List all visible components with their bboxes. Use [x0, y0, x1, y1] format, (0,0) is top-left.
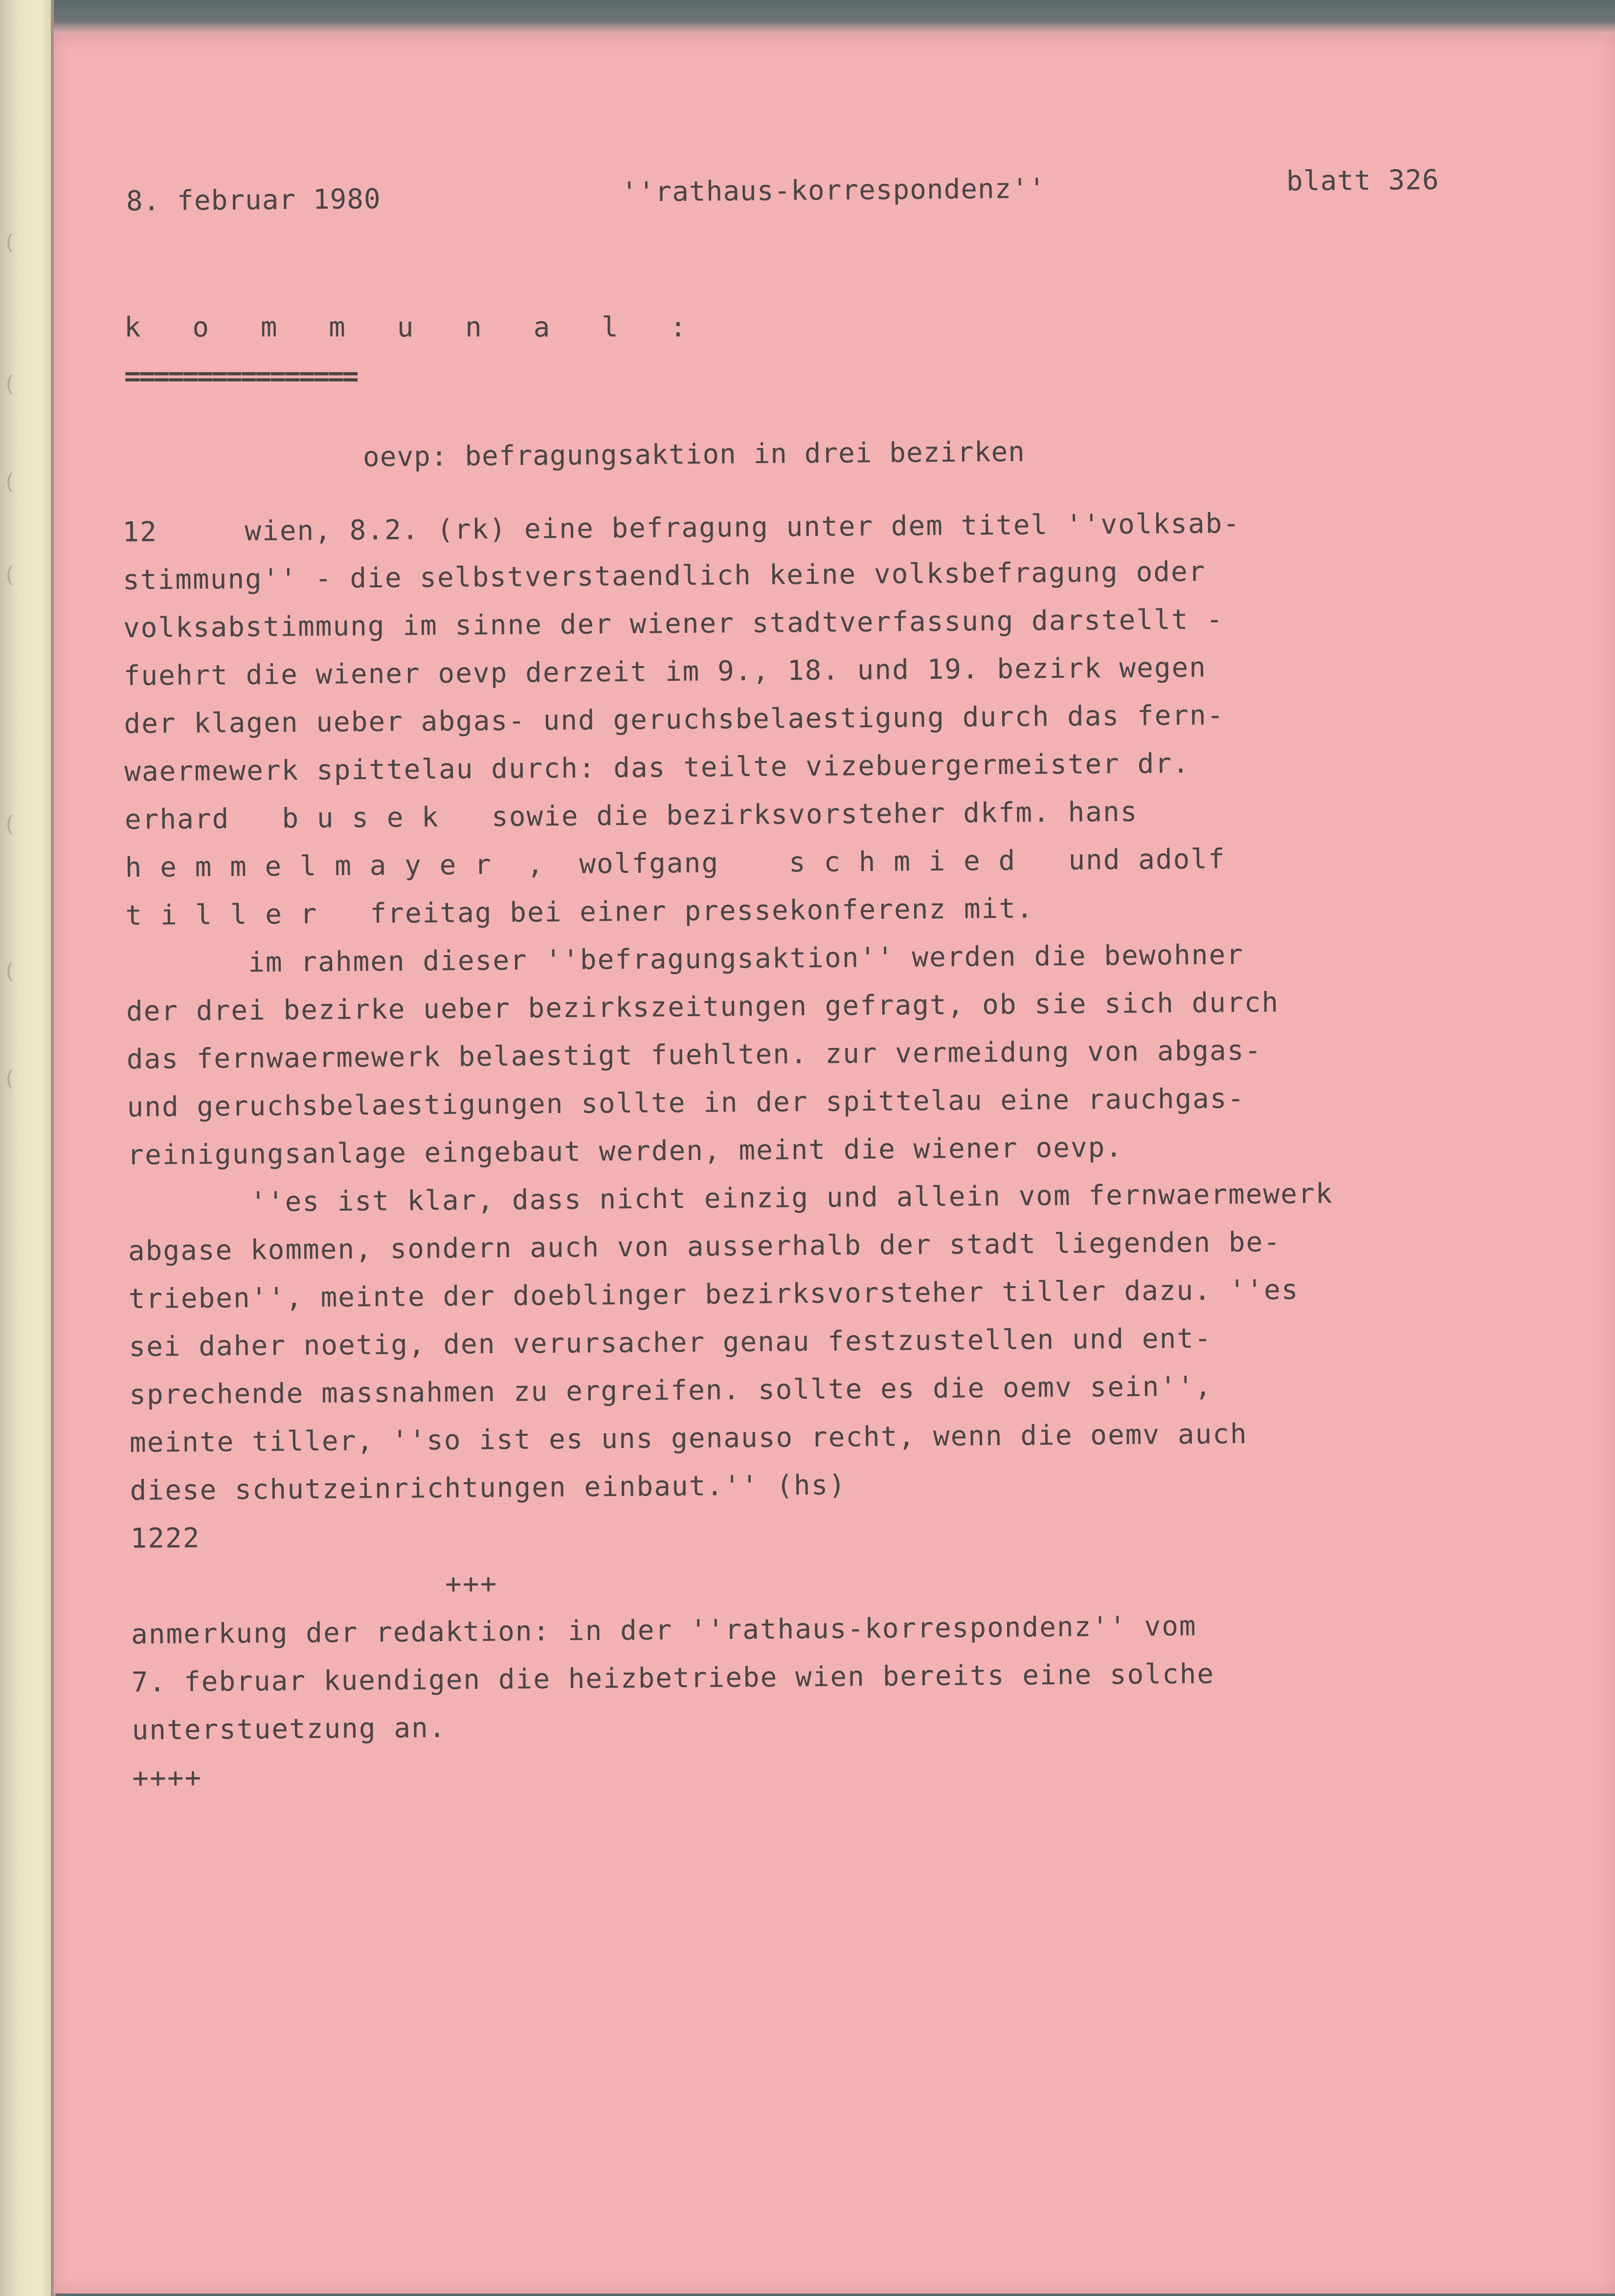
body-line: 7. februar kuendigen die heizbetriebe wien bereits eine solche — [131, 1658, 1215, 1698]
body-line: erhard b u s e k sowie die bezirksvorsteher dkfm. hans — [124, 796, 1138, 836]
section-underline: ================ — [124, 360, 357, 392]
body-line: anmerkung der redaktion: in der ''rathaus-korrespondenz'' vom — [131, 1610, 1197, 1650]
body-line: sprechende massnahmen zu ergreifen. sollte es die oemv sein'', — [129, 1370, 1212, 1411]
body-line: fuehrt die wiener oevp derzeit im 9., 18. und 19. bezirk wegen — [123, 651, 1207, 692]
header-page-number: blatt 326 — [1286, 164, 1439, 198]
body-line: stimmung'' - die selbstverstaendlich keine volksbefragung oder — [122, 556, 1206, 596]
body-line: volksabstimmung im sinne der wiener stadtverfassung darstellt - — [123, 603, 1224, 644]
section-heading: k o m m u n a l : — [124, 312, 704, 343]
body-line: diese schutzeinrichtungen einbaut.'' (hs) — [130, 1469, 847, 1507]
binding-bleed-marks: ( ( ( ( ( ( ( — [3, 230, 16, 1091]
body-line: das fernwaermewerk belaestigt fuehlten. zur vermeidung von abgas- — [126, 1034, 1262, 1075]
body-line: 1222 — [130, 1522, 201, 1555]
body-line: sei daher noetig, den verursacher genau festzustellen und ent- — [129, 1322, 1212, 1363]
top-shadow — [54, 0, 1615, 34]
body-line: waermewerk spittelau durch: das teilte vizebuergermeister dr. — [124, 747, 1190, 788]
body-line: +++ — [131, 1568, 498, 1603]
body-line: ++++ — [132, 1761, 202, 1794]
body-line: h e m m e l m a y e r , wolfgang s c h m i e d und adolf — [125, 843, 1226, 884]
header-publication: ''rathaus-korrespondenz'' — [621, 173, 1046, 208]
body-line: abgase kommen, sondern auch von ausserhalb der stadt liegenden be- — [128, 1226, 1281, 1267]
body-line: im rahmen dieser ''befragungsaktion'' werden die bewohner — [126, 939, 1244, 980]
body-line: t i l l e r freitag bei einer pressekonferenz mit. — [125, 892, 1034, 932]
body-line: 12 wien, 8.2. (rk) eine befragung unter dem titel ''volksab- — [122, 508, 1241, 548]
body-line: ''es ist klar, dass nicht einzig und allein vom fernwaermewerk — [127, 1178, 1333, 1219]
binding-strip — [0, 0, 54, 2296]
body-line: trieben'', meinte der doeblinger bezirksvorsteher tiller dazu. ''es — [128, 1274, 1299, 1315]
body-line: und geruchsbelaestigungen sollte in der spittelau eine rauchgas- — [127, 1083, 1245, 1123]
body-line: unterstuetzung an. — [132, 1712, 447, 1746]
body-line: der drei bezirke ueber bezirkszeitungen gefragt, ob sie sich durch — [126, 986, 1279, 1027]
body-line: der klagen ueber abgas- und geruchsbelaestigung durch das fern- — [124, 699, 1225, 740]
article-body — [122, 499, 1338, 1803]
body-line: meinte tiller, ''so ist es uns genauso recht, wenn die oemv auch — [129, 1418, 1248, 1459]
header-date: 8. februar 1980 — [126, 183, 381, 218]
article-headline: oevp: befragungsaktion in drei bezirken — [362, 436, 1026, 473]
body-line: reinigungsanlage eingebaut werden, meint die wiener oevp. — [127, 1131, 1123, 1171]
